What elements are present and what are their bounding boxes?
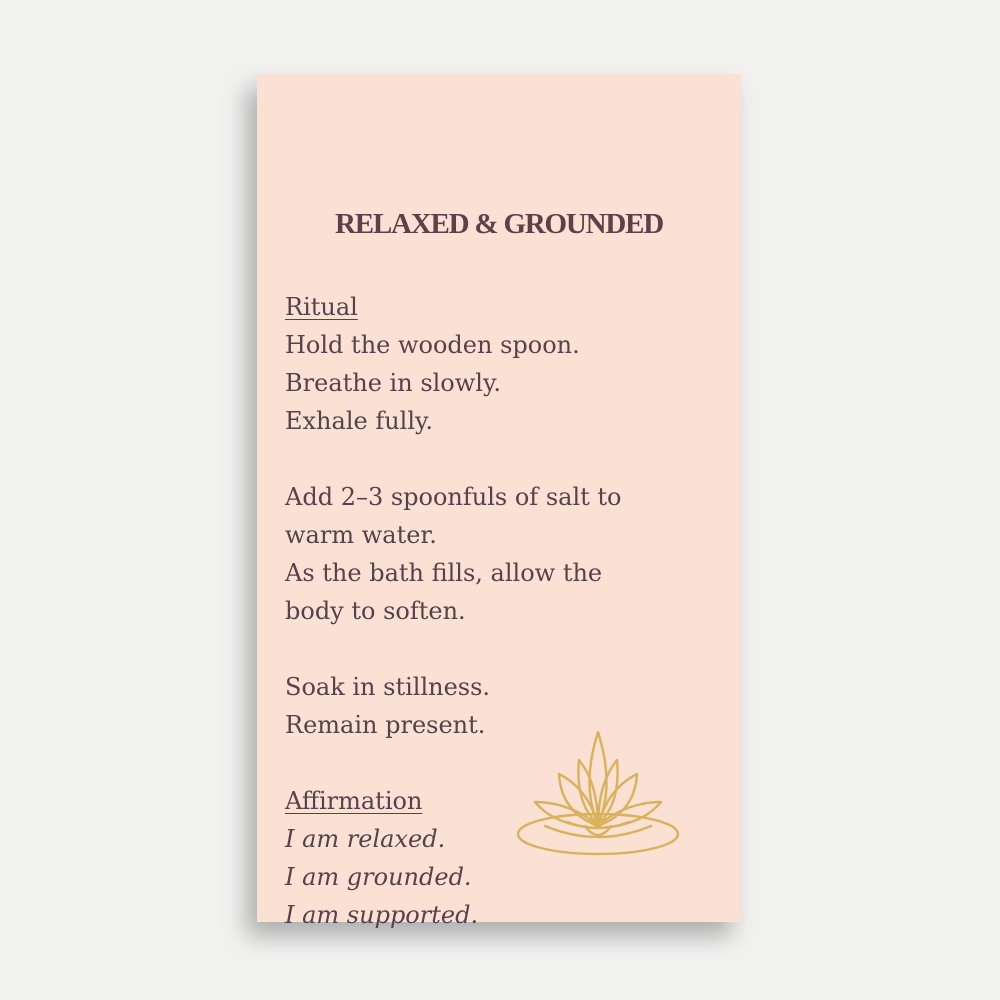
affirmation-line: I am relaxed. bbox=[285, 825, 446, 853]
ritual-line: Breathe in slowly. bbox=[285, 369, 501, 397]
ritual-card bbox=[257, 74, 741, 929]
ritual-heading: Ritual bbox=[285, 293, 358, 321]
ritual-line: body to soften. bbox=[285, 597, 466, 625]
affirmation-line: I am grounded. bbox=[285, 863, 472, 891]
ritual-line: As the bath fills, allow the bbox=[285, 559, 603, 587]
lotus-icon bbox=[515, 726, 681, 856]
ritual-line: Soak in stillness. bbox=[285, 673, 491, 701]
ritual-line: Add 2–3 spoonfuls of salt to bbox=[285, 483, 622, 511]
ritual-line: Hold the wooden spoon. bbox=[285, 331, 580, 359]
affirmation-line: I am supported. bbox=[285, 901, 479, 929]
ritual-line: warm water. bbox=[285, 521, 437, 549]
paragraph-gap bbox=[285, 440, 725, 478]
ritual-line: Exhale fully. bbox=[285, 407, 434, 435]
paragraph-gap bbox=[285, 630, 725, 668]
affirmation-heading: Affirmation bbox=[285, 787, 423, 815]
ritual-line: Remain present. bbox=[285, 711, 486, 739]
card-title: RELAXED & GROUNDED bbox=[334, 208, 664, 240]
